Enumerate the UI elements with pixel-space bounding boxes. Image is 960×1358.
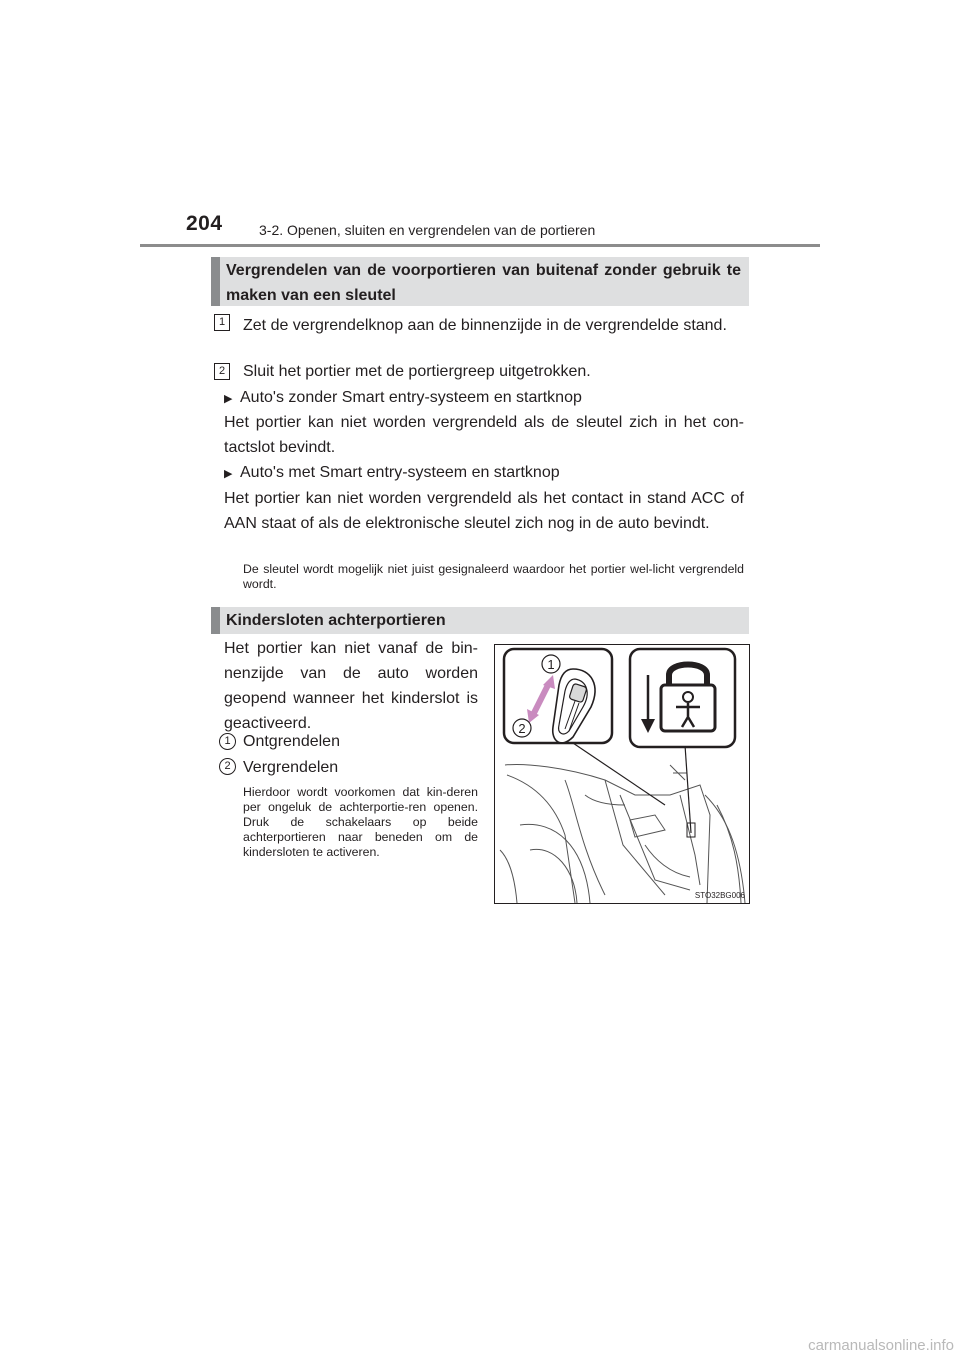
item-number-circle: 2 [219, 758, 236, 775]
step-text: Zet de vergrendelknop aan de binnenzijde in de vergrendelde stand. [243, 317, 727, 334]
step-number-box: 1 [214, 314, 230, 331]
figure-code: STO32BG006 [694, 891, 745, 900]
section-heading-lock-front-doors: Vergrendelen van de voorportieren van buitenaf zonder gebruik te maken van een sleutel [211, 257, 749, 306]
case-heading: ▶ Auto's zonder Smart entry-systeem en startknop [224, 385, 744, 412]
case-text: Het portier kan niet worden vergrendeld als het contact in stand ACC of AAN staat of als de elektronische sleutel zich nog in de auto bevindt. [224, 490, 744, 532]
watermark: carmanualsonline.info [808, 1337, 954, 1354]
intro-text: Het portier kan niet vanaf de bin-nenzijde van de auto worden geopend wanneer het kinderslot is geactiveerd. [224, 640, 478, 732]
item-number-circle: 1 [219, 733, 236, 750]
header-rule [140, 244, 820, 247]
callout-1: 1 [547, 657, 555, 672]
case-heading: ▶ Auto's met Smart entry-systeem en startknop [224, 460, 744, 487]
child-lock-illustration [495, 645, 749, 903]
triangle-right-icon: ▶ [224, 468, 233, 480]
section-heading-child-locks: Kindersloten achterportieren [211, 607, 749, 634]
step-text: Sluit het portier met de portiergreep uitgetrokken. [243, 363, 591, 380]
item-label-lock: Vergrendelen [243, 759, 339, 776]
callout-2: 2 [518, 721, 526, 736]
case-text: Het portier kan niet worden vergrendeld als de sleutel zich in het con-tactslot bevindt. [224, 414, 744, 456]
note-text: De sleutel wordt mogelijk niet juist gesignaleerd waardoor het portier wel-licht vergrendeld wordt. [243, 562, 744, 591]
item-label-unlock: Ontgrendelen [243, 733, 340, 750]
child-lock-figure [494, 644, 750, 904]
triangle-right-icon: ▶ [224, 393, 233, 405]
running-head: 3-2. Openen, sluiten en vergrendelen van de portieren [259, 222, 596, 238]
note-text: Hierdoor wordt voorkomen dat kin-deren per ongeluk de achterportie-ren openen. Druk de schakelaars op beide achterportieren naar beneden om de kindersloten te activeren. [243, 785, 478, 859]
page-number: 204 [186, 212, 223, 235]
step-number-box: 2 [214, 363, 230, 380]
